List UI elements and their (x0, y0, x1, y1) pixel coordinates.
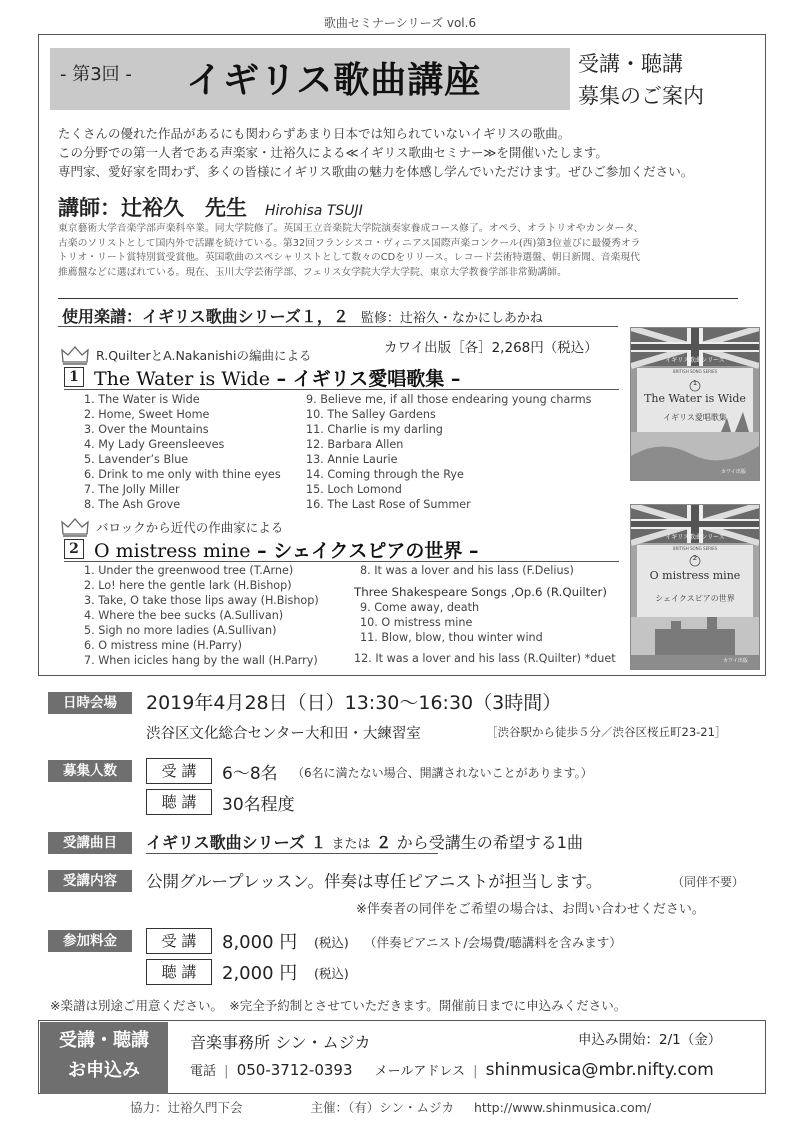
score-label: 使用楽譜：イギリス歌曲シリーズ１，２ (62, 307, 349, 326)
vol2-title (94, 536, 478, 563)
capacity-note: （6名に満たない場合、開講されないことがあります。） (292, 766, 593, 780)
mail-label: メールアドレス (374, 1064, 465, 1079)
apply-label-line1: 受講・聴講 (59, 1030, 149, 1051)
repertoire-series: イギリス歌曲シリーズ １ (146, 833, 327, 852)
score-supervisor: 監修：辻裕久・なかにしあかね (360, 311, 543, 326)
capacity-label: 募集人数 (48, 760, 132, 782)
crown-icon (60, 516, 90, 538)
schedule-date: 2019年4月28日（日）13:30〜16:30（3時間） (146, 692, 562, 714)
divider (58, 298, 738, 299)
list-item: 5. Sigh no more ladies (A.Sullivan) (84, 624, 277, 637)
list-item: 6. O mistress mine (H.Parry) (84, 639, 243, 652)
list-item: 1. The Water is Wide (84, 393, 200, 406)
credits-host: 主催：（有）シン・ムジカ (310, 1100, 454, 1115)
list-item: 4. My Lady Greensleeves (84, 438, 225, 451)
intro-line: 専門家、愛好家を問わず、多くの皆様にイギリス歌曲の魅力を体感し学んでいただけます。ぜひご参加ください。 (58, 164, 694, 179)
bio-line: トリオ・リート賞特別賞受賞他。英国歌曲のスペシャリストとして数々のCDをリリース。レコード芸術特選盤、朝日新聞、音楽現代 (58, 252, 640, 263)
phone-label: 電話 (190, 1064, 217, 1079)
union-jack-icon (631, 505, 759, 669)
page-title: イギリス歌曲講座 (186, 60, 482, 101)
list-item: 15. Loch Lomond (306, 483, 402, 496)
intro-line: たくさんの優れた作品があるにも関わらずあまり日本では知られていないイギリスの歌曲。 (58, 126, 571, 141)
cover-title-en: The Water is Wide (644, 392, 746, 405)
capacity-audit-box: 聴 講 (146, 789, 212, 815)
vol1-cover (630, 327, 760, 481)
list-item: 1. Under the greenwood tree (T.Arne) (84, 564, 294, 577)
list-item: 10. O mistress mine (360, 616, 473, 629)
capacity-attend-box: 受 講 (146, 758, 212, 784)
divider (64, 561, 619, 562)
apply-start: 申込み開始：2/1（金） (578, 1032, 722, 1048)
intro-text (58, 124, 758, 181)
divider (64, 389, 619, 390)
quilter-songs (360, 600, 543, 645)
fee-audit-box: 聴 講 (146, 959, 212, 985)
vol2-title-ja: – シェイクスピアの世界 – (250, 540, 479, 562)
score-heading (62, 304, 543, 327)
schedule-access: ［渋谷駅から徒歩５分／渋谷区桜丘町23-21］ (486, 725, 727, 739)
vol1-title-ja: – イギリス愛唱歌集 – (269, 368, 461, 390)
list-item: 6. Drink to me only with thine eyes (84, 468, 281, 481)
phone-number[interactable]: 050-3712-0393 (236, 1061, 353, 1079)
repertoire-text (146, 830, 583, 853)
repertoire-two: ２ (375, 833, 392, 852)
list-item: 2. Lo! here the gentle lark (H.Bishop) (84, 579, 292, 592)
cover-series: イギリス歌曲シリーズ (665, 534, 725, 541)
title-side-line1: 受講・聴講 (578, 52, 683, 76)
list-item: 14. Coming through the Rye (306, 468, 464, 481)
fee-label: 参加料金 (48, 930, 132, 952)
cover-number: 1 (692, 379, 698, 387)
list-item: 7. When icicles hang by the wall (H.Parry) (84, 654, 318, 667)
vol1-number: 1 (64, 367, 84, 387)
bio-line: 東京藝術大学音楽学部声楽科卒業。同大学院修了。英国王立音楽院大学院演奏家養成コース修了。オペラ、オラトリオやカンタータ、 (58, 223, 644, 234)
lecturer-bio (58, 222, 758, 280)
vol1-title (94, 364, 460, 391)
vol2-subtitle: バロックから近代の作曲家による (96, 520, 284, 535)
vol2-song12: 12. It was a lover and his lass (R.Quilter) *duet (354, 652, 616, 665)
cover-title-en: O mistress mine (649, 569, 741, 582)
apply-contact: 電話 | 050-3712-0393 メールアドレス | shinmusica@mbr.nifty.com (190, 1060, 714, 1080)
cover-title-ja: シェイクスピアの世界 (655, 594, 735, 603)
list-item: 3. Take, O take those lips away (H.Bishop) (84, 594, 319, 607)
series-header: 歌曲セミナーシリーズ vol.6 (323, 16, 477, 30)
title-side (578, 48, 704, 112)
cover-title-ja: イギリス愛唱歌集 (663, 413, 727, 422)
apply-office: 音楽事務所 シン・ムジカ (190, 1033, 371, 1052)
list-item: 8. The Ash Grove (84, 498, 181, 511)
lecture-number: - 第3回 - (60, 64, 132, 85)
vol1-subtitle: R.QuilterとA.Nakanishiの編曲による (96, 348, 312, 363)
repertoire-rest: から受講生の希望する1曲 (396, 833, 583, 852)
list-item: 16. The Last Rose of Summer (306, 498, 471, 511)
fee-attend-box: 受 講 (146, 928, 212, 954)
credits (130, 1098, 651, 1116)
lecturer-name (58, 192, 363, 222)
list-item: 7. The Jolly Miller (84, 483, 180, 496)
list-item: 3. Over the Mountains (84, 423, 209, 436)
cover-publisher: カワイ出版 (721, 469, 746, 475)
bio-line: 推薦盤などに選ばれている。現在、玉川大学芸術学部、フェリス女学院大学大学院、東京大学教養学部非常勤講師。 (58, 266, 567, 278)
vol2-title-en: O mistress mine (94, 540, 251, 562)
quilter-header: Three Shakespeare Songs ,Op.6 (R.Quilter) (354, 585, 607, 599)
lecturer-romaji: Hirohisa TSUJI (265, 203, 363, 219)
fee-attend-tax: (税込) (314, 935, 349, 950)
capacity-audit-value: 30名程度 (222, 795, 295, 815)
list-item: 9. Believe me, if all those endearing young charms (306, 393, 592, 406)
apply-label-line2: お申込み (68, 1060, 140, 1081)
fee-audit-value: 2,000 円 (222, 963, 298, 984)
cover-number: 2 (692, 554, 698, 562)
fee-audit-tax: (税込) (314, 966, 349, 981)
list-item: 12. Barbara Allen (306, 438, 404, 451)
fee-attend-value: 8,000 円 (222, 932, 298, 953)
list-item: 10. The Salley Gardens (306, 408, 436, 421)
vol2-song8: 8. It was a lover and his lass (F.Delius) (360, 564, 574, 577)
crown-icon (60, 344, 90, 366)
list-item: 4. Where the bee sucks (A.Sullivan) (84, 609, 284, 622)
mail-address[interactable]: shinmusica@mbr.nifty.com (485, 1060, 714, 1080)
divider (58, 326, 618, 327)
content-note: （同伴不要） (672, 875, 745, 889)
credits-coop: 協力：辻裕久門下会 (130, 1100, 243, 1115)
list-item: 5. Lavender’s Blue (84, 453, 189, 466)
vol1-title-en: The Water is Wide (94, 368, 270, 390)
lecturer-label: 講師：辻裕久 先生 (58, 196, 247, 220)
cover-series-en: BRITISH SONG SERIES (672, 546, 718, 551)
fee-includes: （伴奏ピアニスト/会場費/聴講料を含みます） (364, 935, 622, 950)
content-label: 受講内容 (48, 870, 132, 892)
repertoire-or: または (331, 837, 371, 852)
apply-label (40, 1022, 168, 1094)
cover-publisher: カワイ出版 (723, 658, 748, 664)
vol2-songs-left (84, 563, 319, 668)
list-item: 13. Annie Laurie (306, 453, 398, 466)
vol1-songs-left (84, 392, 281, 512)
capacity-attend-value: 6〜8名 (222, 764, 278, 784)
content-note2: ※伴奏者の同伴をご希望の場合は、お問い合わせください。 (356, 902, 705, 917)
title-side-line2: 募集のご案内 (578, 84, 704, 108)
notice: ※楽譜は別途ご用意ください。 ※完全予約制とさせていただきます。開催前日までに申込みください。 (50, 998, 627, 1013)
score-price: カワイ出版［各］2,268円（税込） (384, 340, 598, 356)
intro-line: この分野での第一人者である声楽家・辻裕久による≪イギリス歌曲セミナー≫を開催いたします。 (58, 145, 608, 160)
bio-line: 古楽のソリストとして国内外で活躍を続けている。第32回フランシスコ・ヴィニアス国際声楽コンクール(西)第3位並びに最優秀オラ (58, 237, 641, 249)
vol2-number: 2 (64, 539, 84, 559)
vol2-cover (630, 504, 760, 670)
list-item: 11. Charlie is my darling (306, 423, 443, 436)
schedule-venue: 渋谷区文化総合センター大和田・大練習室 (146, 726, 421, 742)
vol1-songs-right (306, 392, 591, 512)
divider (146, 853, 438, 854)
list-item: 2. Home, Sweet Home (84, 408, 210, 421)
schedule-label: 日時会場 (48, 692, 132, 714)
cover-series: イギリス歌曲シリーズ (665, 357, 725, 364)
cover-series-en: BRITISH SONG SERIES (672, 369, 718, 374)
content-text: 公開グループレッスン。伴奏は専任ピアニストが担当します。 (146, 872, 603, 891)
list-item: 9. Come away, death (360, 601, 480, 614)
repertoire-label: 受講曲目 (48, 832, 132, 854)
credits-url[interactable]: http://www.shinmusica.com/ (473, 1100, 652, 1115)
list-item: 11. Blow, blow, thou winter wind (360, 631, 543, 644)
